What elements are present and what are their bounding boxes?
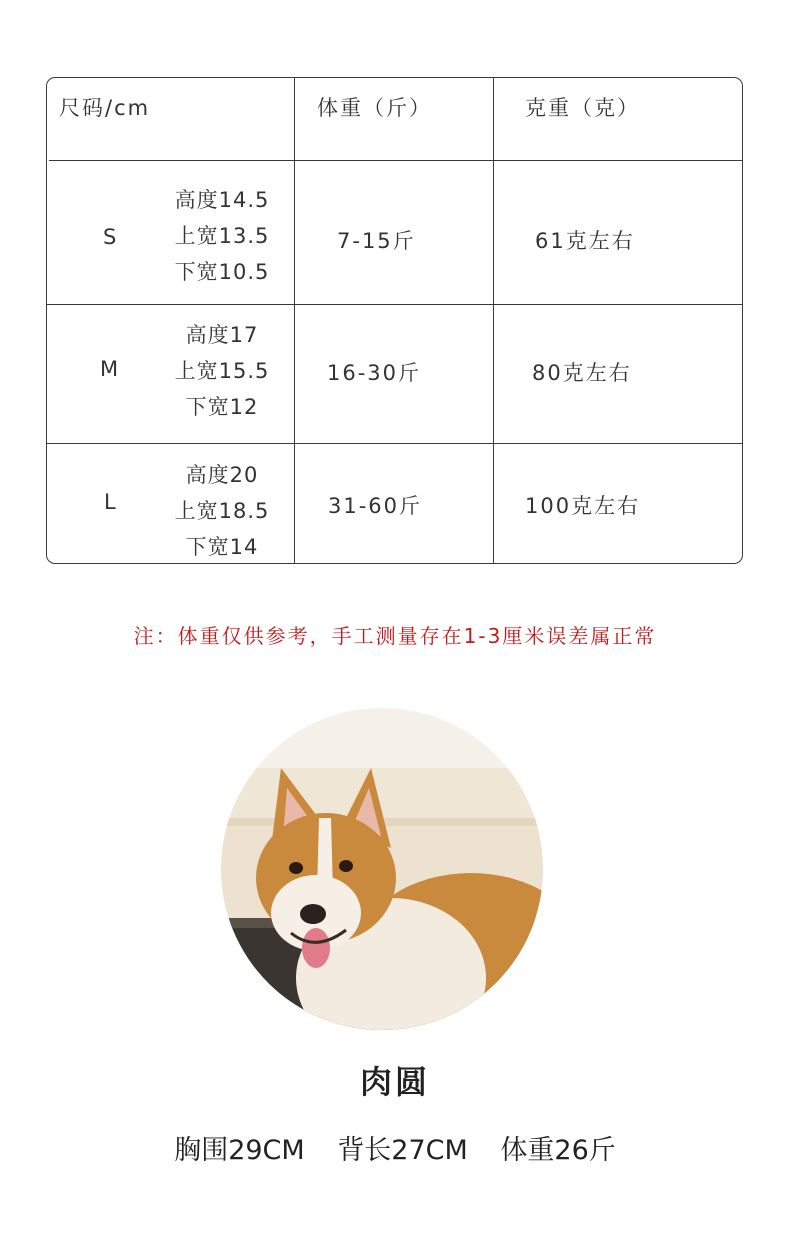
dog-name: 肉圆 bbox=[359, 1063, 430, 1101]
dog-photo bbox=[221, 708, 543, 1030]
size-table bbox=[46, 77, 743, 564]
row-divider bbox=[47, 304, 742, 305]
dimension-height: 高度20 bbox=[185, 463, 259, 487]
size-label: M bbox=[100, 357, 121, 381]
row-divider bbox=[49, 160, 742, 161]
size-label: S bbox=[103, 225, 119, 249]
dimension-top-width: 上宽18.5 bbox=[174, 499, 270, 523]
dimensions bbox=[157, 182, 287, 290]
weight-value: 31-60斤 bbox=[328, 494, 423, 518]
size-label: L bbox=[104, 490, 118, 514]
weight-value: 7-15斤 bbox=[337, 229, 416, 253]
chest-measure: 胸围29CM bbox=[174, 1135, 305, 1166]
grams-value: 61克左右 bbox=[535, 229, 635, 253]
corgi-illustration bbox=[221, 708, 543, 1030]
dimension-bottom-width: 下宽14 bbox=[185, 535, 259, 559]
dog-stats bbox=[0, 1128, 790, 1167]
dimension-height: 高度17 bbox=[185, 323, 259, 347]
grams-value: 80克左右 bbox=[532, 361, 632, 385]
dimension-height: 高度14.5 bbox=[174, 188, 270, 212]
column-divider bbox=[294, 78, 295, 563]
measurement-note: 注：体重仅供参考，手工测量存在1-3厘米误差属正常 bbox=[133, 624, 657, 648]
dimension-bottom-width: 下宽10.5 bbox=[174, 260, 270, 284]
dimension-top-width: 上宽13.5 bbox=[174, 224, 270, 248]
header-grams: 克重（克） bbox=[525, 96, 640, 120]
row-divider bbox=[47, 443, 742, 444]
header-size: 尺码/cm bbox=[59, 96, 151, 120]
dimensions bbox=[157, 457, 287, 565]
header-weight: 体重（斤） bbox=[317, 96, 432, 120]
weight-value: 16-30斤 bbox=[327, 361, 422, 385]
grams-value: 100克左右 bbox=[525, 494, 641, 518]
column-divider bbox=[493, 78, 494, 563]
dog-weight: 体重26斤 bbox=[500, 1135, 616, 1166]
dimension-top-width: 上宽15.5 bbox=[174, 359, 270, 383]
back-length: 背长27CM bbox=[337, 1135, 468, 1166]
dimension-bottom-width: 下宽12 bbox=[185, 395, 259, 419]
dimensions bbox=[157, 317, 287, 425]
